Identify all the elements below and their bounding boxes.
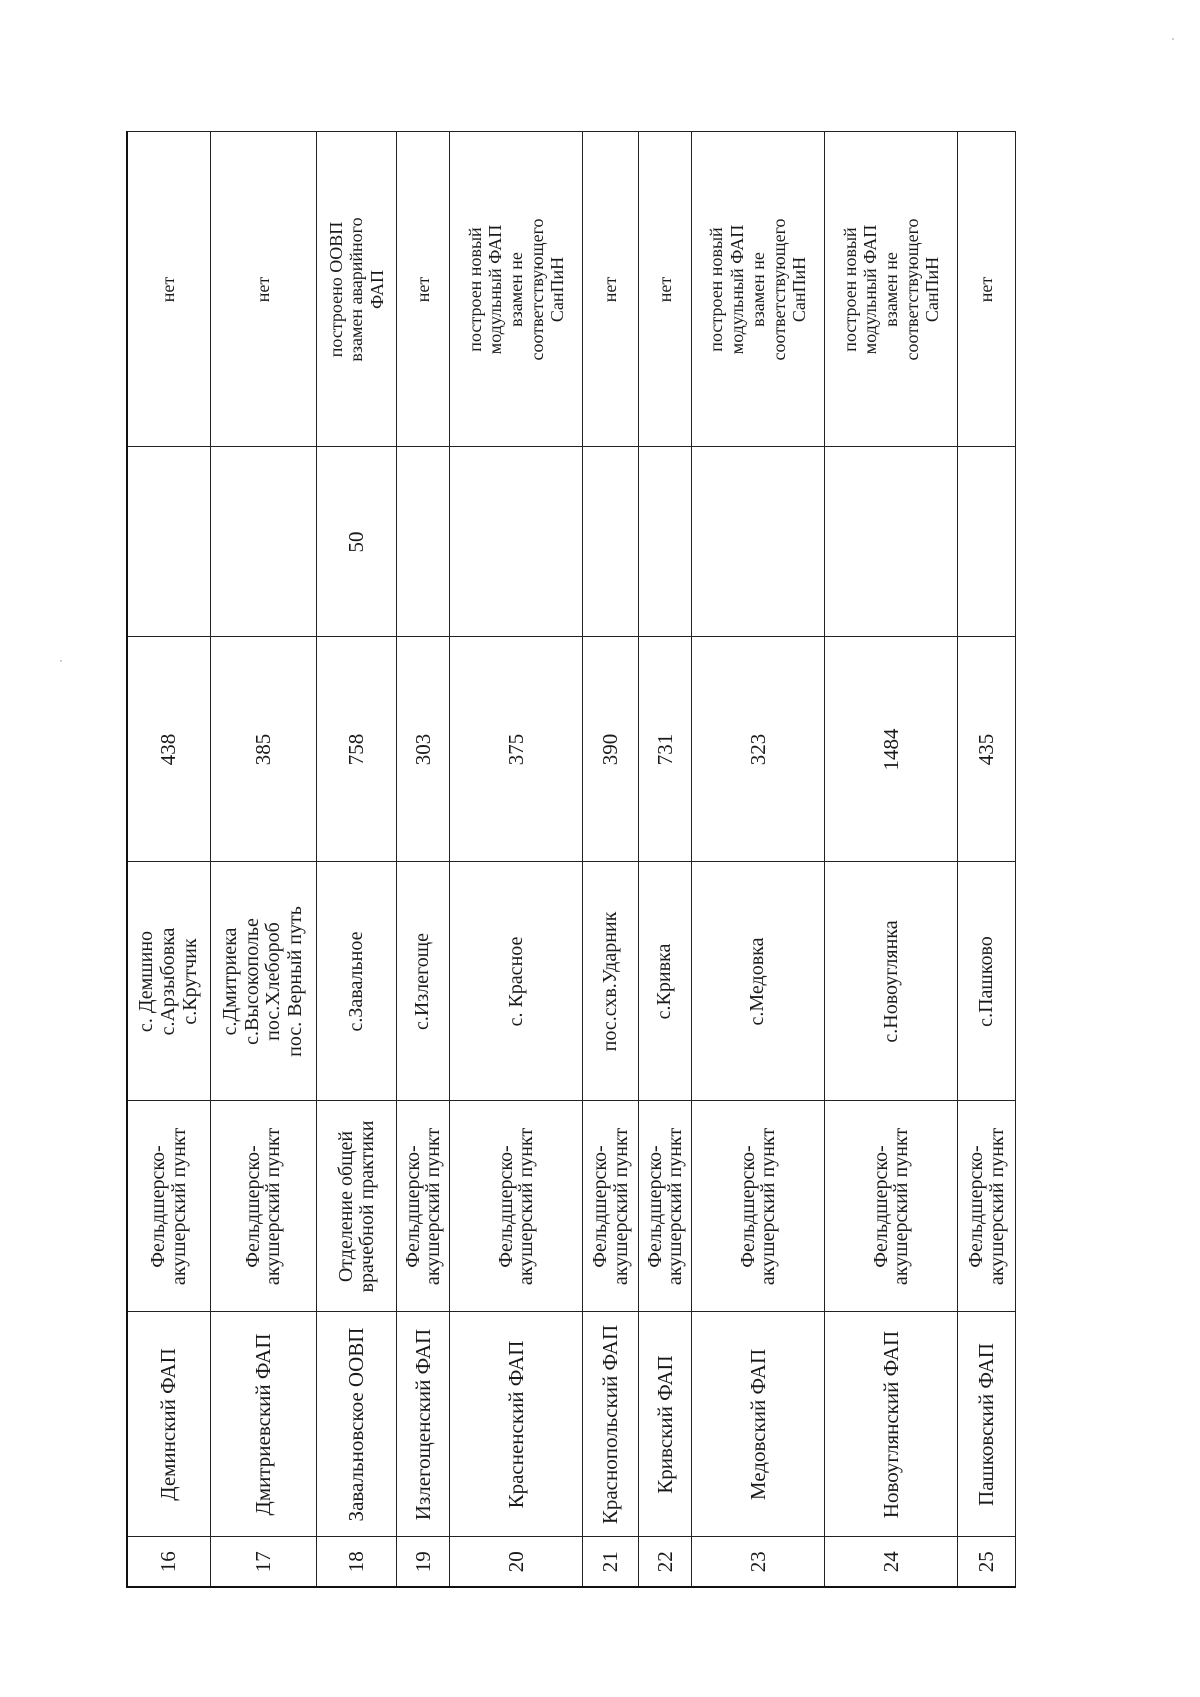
table-row <box>638 132 691 1587</box>
served-villages <box>210 862 317 1101</box>
served-villages <box>397 862 450 1101</box>
village-name: с. Демшино <box>135 930 158 1033</box>
facility-type <box>450 1101 583 1312</box>
village-name: с.Дмитриека <box>219 927 242 1036</box>
status-line: взамен не <box>747 252 768 327</box>
facility-type <box>127 1101 210 1312</box>
facility-type-line: акушерский пункт <box>262 1127 285 1286</box>
row-number: 20 <box>450 1537 583 1587</box>
capacity-value <box>210 447 317 637</box>
village-name: с.Новоуглянка <box>879 920 902 1043</box>
status-line: построен новый <box>464 227 485 352</box>
table-row <box>317 132 397 1587</box>
scan-speck <box>60 660 62 662</box>
construction-status <box>397 132 450 447</box>
served-villages <box>317 862 397 1101</box>
population-count: 1484 <box>825 637 958 862</box>
status-line: построен новый <box>706 227 727 352</box>
construction-status <box>450 132 583 447</box>
facility-type-line: Фельдшерско- <box>147 1145 170 1268</box>
construction-status <box>583 132 638 447</box>
row-number: 16 <box>127 1537 210 1587</box>
status-line: нет <box>976 276 997 303</box>
row-number: 21 <box>583 1537 638 1587</box>
facility-type-line: врачебной практики <box>355 1120 378 1293</box>
capacity-value: 50 <box>317 447 397 637</box>
status-line: нет <box>654 276 675 303</box>
status-line: ФАП <box>366 269 387 310</box>
construction-status <box>317 132 397 447</box>
facility-type-line: акушерский пункт <box>890 1127 913 1286</box>
village-name: с. Красное <box>504 936 527 1027</box>
table-body <box>127 132 1016 1587</box>
capacity-value <box>638 447 691 637</box>
facility-type-line: акушерский пункт <box>515 1127 538 1286</box>
status-line: соответствующего <box>526 218 547 361</box>
facility-type-line: Фельдшерско- <box>589 1145 612 1268</box>
construction-status <box>127 132 210 447</box>
capacity-value <box>692 447 825 637</box>
village-name: с.Крутчик <box>178 938 201 1025</box>
served-villages <box>825 862 958 1101</box>
facility-type <box>317 1101 397 1312</box>
village-name: пос.схв.Ударник <box>598 911 621 1052</box>
row-number: 24 <box>825 1537 958 1587</box>
facility-type <box>583 1101 638 1312</box>
construction-status <box>958 132 1016 447</box>
table-row <box>127 132 210 1587</box>
village-name: с.Высокополье <box>240 918 263 1045</box>
facility-type-line: акушерский пункт <box>663 1127 686 1286</box>
facility-type-line: Отделение общей <box>335 1130 358 1283</box>
facility-type-line: Фельдшерско- <box>241 1145 264 1268</box>
table-row <box>825 132 958 1587</box>
status-line: нет <box>158 276 179 303</box>
status-line: модульный ФАП <box>727 224 748 355</box>
capacity-value <box>583 447 638 637</box>
status-line: взамен не <box>506 252 527 327</box>
village-name: с.Медовка <box>746 937 769 1026</box>
village-name: пос. Верный путь <box>283 906 306 1057</box>
population-count: 323 <box>692 637 825 862</box>
status-line: построено ООВП <box>325 221 346 358</box>
construction-status <box>692 132 825 447</box>
table-row <box>210 132 317 1587</box>
facility-type-line: акушерский пункт <box>757 1127 780 1286</box>
facility-type-line: акушерский пункт <box>422 1127 445 1286</box>
village-name: с.Кривка <box>653 943 676 1020</box>
status-line: нет <box>253 276 274 303</box>
facility-type <box>638 1101 691 1312</box>
facility-name: Новоуглянский ФАП <box>825 1312 958 1537</box>
status-line: построен новый <box>839 227 860 352</box>
row-number: 25 <box>958 1537 1016 1587</box>
construction-status <box>825 132 958 447</box>
facility-type-line: Фельдшерско- <box>736 1145 759 1268</box>
status-line: модульный ФАП <box>860 224 881 355</box>
served-villages <box>583 862 638 1101</box>
served-villages <box>127 862 210 1101</box>
capacity-value <box>825 447 958 637</box>
facility-type <box>825 1101 958 1312</box>
village-name: пос.Хлебороб <box>262 922 285 1041</box>
facility-name: Пашковский ФАП <box>958 1312 1016 1537</box>
population-count: 375 <box>450 637 583 862</box>
capacity-value <box>127 447 210 637</box>
population-count: 758 <box>317 637 397 862</box>
facility-type-line: акушерский пункт <box>167 1127 190 1286</box>
facilities-table <box>126 132 1016 1589</box>
status-line: нет <box>412 276 433 303</box>
rotated-table-container <box>126 133 1016 1588</box>
village-name: с.Пашково <box>974 936 997 1027</box>
population-count: 385 <box>210 637 317 862</box>
construction-status <box>638 132 691 447</box>
table-row <box>397 132 450 1587</box>
served-villages <box>958 862 1016 1101</box>
facility-type-line: Фельдшерско- <box>965 1145 988 1268</box>
facility-name: Красненский ФАП <box>450 1312 583 1537</box>
served-villages <box>638 862 691 1101</box>
facility-type <box>692 1101 825 1312</box>
row-number: 23 <box>692 1537 825 1587</box>
facility-name: Краснопольский ФАП <box>583 1312 638 1537</box>
construction-status <box>210 132 317 447</box>
population-count: 303 <box>397 637 450 862</box>
row-number: 19 <box>397 1537 450 1587</box>
facility-type-line: акушерский пункт <box>609 1127 632 1286</box>
population-count: 438 <box>127 637 210 862</box>
table-row <box>583 132 638 1587</box>
status-line: соответствующего <box>901 218 922 361</box>
status-line: взамен не <box>880 252 901 327</box>
status-line: нет <box>600 276 621 303</box>
facility-name: Медовский ФАП <box>692 1312 825 1537</box>
facility-type-line: Фельдшерско- <box>869 1145 892 1268</box>
facility-type-line: акушерский пункт <box>985 1127 1008 1286</box>
facility-type-line: Фельдшерско- <box>494 1145 517 1268</box>
capacity-value <box>397 447 450 637</box>
status-line: СанПиН <box>922 256 943 323</box>
row-number: 17 <box>210 1537 317 1587</box>
table-row <box>958 132 1016 1587</box>
status-line: СанПиН <box>789 256 810 323</box>
capacity-value <box>958 447 1016 637</box>
status-line: взамен аварийного <box>346 217 367 362</box>
facility-name: Дмитриевский ФАП <box>210 1312 317 1537</box>
population-count: 435 <box>958 637 1016 862</box>
facility-type-line: Фельдшерско- <box>643 1145 666 1268</box>
status-line: модульный ФАП <box>485 224 506 355</box>
table-row <box>450 132 583 1587</box>
scan-speck <box>1172 38 1174 40</box>
facility-name: Деминский ФАП <box>127 1312 210 1537</box>
facility-type <box>210 1101 317 1312</box>
status-line: соответствующего <box>768 218 789 361</box>
facility-name: Кривский ФАП <box>638 1312 691 1537</box>
status-line: СанПиН <box>547 256 568 323</box>
served-villages <box>450 862 583 1101</box>
population-count: 390 <box>583 637 638 862</box>
population-count: 731 <box>638 637 691 862</box>
served-villages <box>692 862 825 1101</box>
facility-type <box>958 1101 1016 1312</box>
village-name: с.Арзыбовка <box>157 927 179 1036</box>
facility-name: Завальновское ООВП <box>317 1312 397 1537</box>
table-row <box>692 132 825 1587</box>
village-name: с.Завальное <box>344 931 367 1032</box>
facility-type <box>397 1101 450 1312</box>
row-number: 22 <box>638 1537 691 1587</box>
facility-name: Излегощенский ФАП <box>397 1312 450 1537</box>
village-name: с.Излегоще <box>411 932 434 1031</box>
capacity-value <box>450 447 583 637</box>
facility-type-line: Фельдшерско- <box>401 1145 424 1268</box>
row-number: 18 <box>317 1537 397 1587</box>
